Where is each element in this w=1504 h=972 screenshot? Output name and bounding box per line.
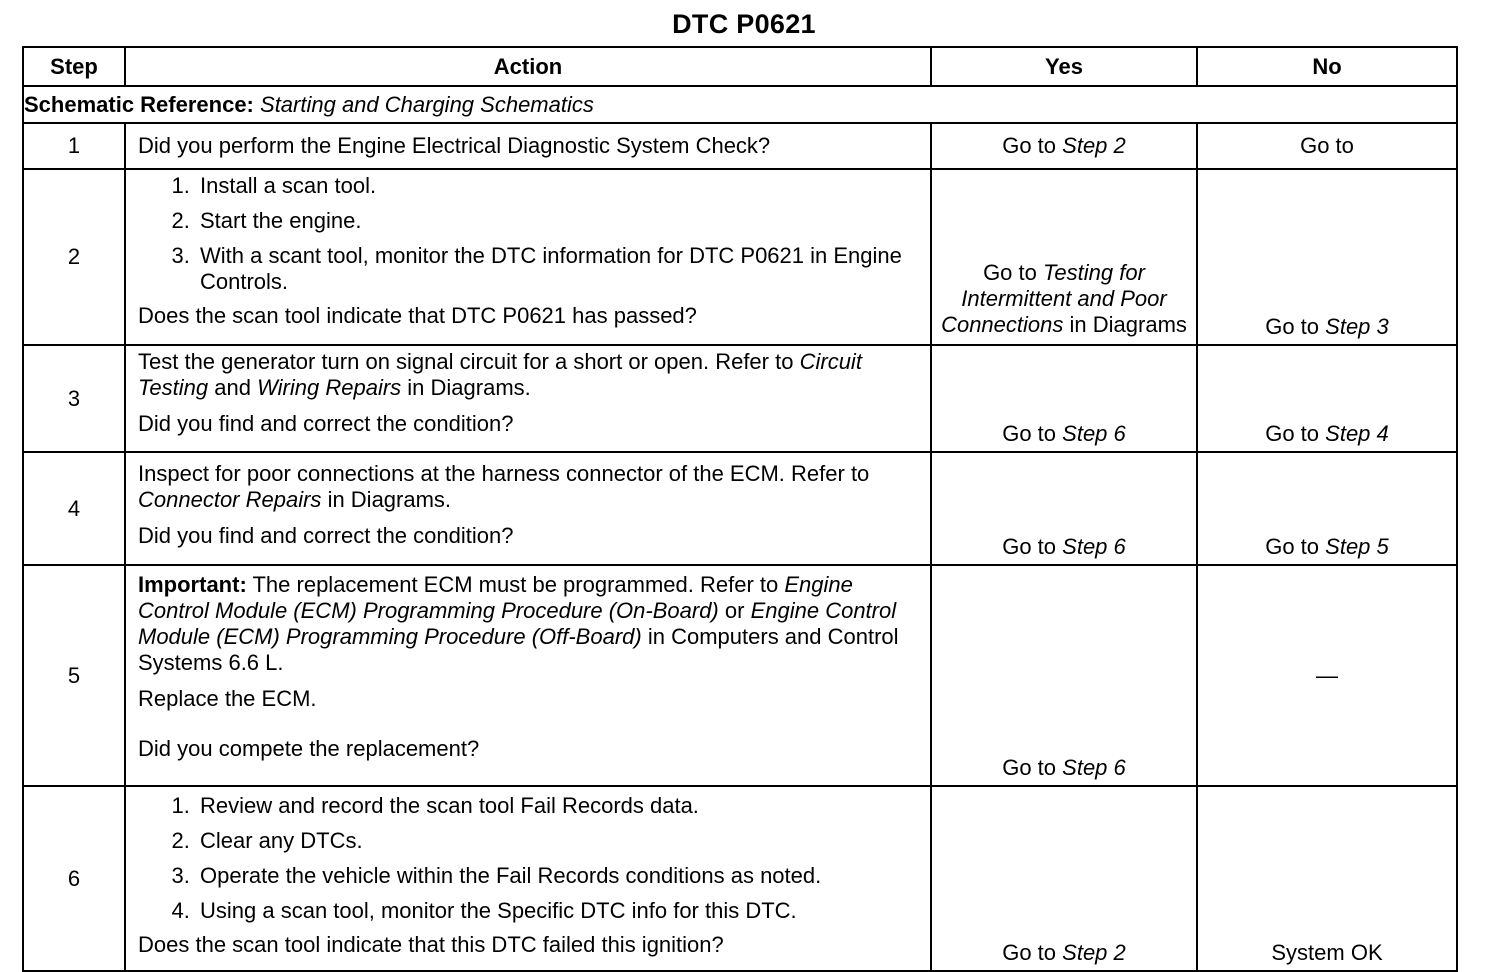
conjunction: or bbox=[724, 598, 745, 623]
action-cell bbox=[125, 345, 931, 452]
list-item: 2. Clear any DTCs. bbox=[196, 828, 918, 854]
yes-ref: Testing for Intermittent and Poor Connections bbox=[941, 260, 1167, 337]
instruction-text: in Diagrams. bbox=[407, 375, 531, 400]
no-cell bbox=[1197, 452, 1457, 565]
no-prefix: Go to bbox=[1265, 421, 1320, 446]
step-question: Did you find and correct the condition? bbox=[138, 411, 514, 436]
schematic-label: Schematic Reference: bbox=[24, 91, 254, 117]
yes-cell bbox=[931, 123, 1197, 169]
no-cell: System OK bbox=[1197, 786, 1457, 971]
table-row bbox=[23, 345, 1457, 452]
step-instruction bbox=[138, 461, 918, 513]
step-number: 4 bbox=[23, 452, 125, 565]
table-row bbox=[23, 123, 1457, 169]
no-prefix: Go to bbox=[1265, 314, 1320, 339]
conjunction: in bbox=[647, 624, 665, 649]
no-cell bbox=[1197, 345, 1457, 452]
yes-cell bbox=[931, 452, 1197, 565]
yes-ref: Step 2 bbox=[1062, 940, 1126, 965]
table-row bbox=[23, 452, 1457, 565]
header-step: Step bbox=[23, 47, 125, 86]
reference-link: Circuit Testing bbox=[138, 349, 862, 400]
instruction-text: Test the generator turn on signal circuit for a short or open. Refer to bbox=[138, 349, 794, 374]
no-ref: Step 5 bbox=[1325, 534, 1389, 559]
yes-prefix: Go to bbox=[1002, 755, 1057, 780]
action-cell bbox=[125, 565, 931, 786]
list-item: 4. Using a scan tool, monitor the Specific DTC info for this DTC. bbox=[196, 898, 918, 924]
yes-prefix: Go to bbox=[1002, 940, 1057, 965]
action-cell bbox=[125, 786, 931, 971]
instruction-text: Inspect for poor connections at the harness connector of the ECM. Refer to bbox=[138, 461, 870, 486]
yes-prefix: Go to bbox=[983, 260, 1037, 285]
schematic-value: Starting and Charging Schematics bbox=[260, 91, 594, 117]
yes-prefix: Go to bbox=[1002, 133, 1057, 158]
no-prefix: Go to bbox=[1265, 534, 1320, 559]
reference-link: Connector Repairs bbox=[138, 487, 322, 512]
diagnostic-table bbox=[22, 46, 1458, 972]
schematic-reference bbox=[23, 86, 1457, 123]
list-item: 3. Operate the vehicle within the Fail Records conditions as noted. bbox=[196, 863, 918, 889]
yes-prefix: Go to bbox=[1002, 534, 1057, 559]
action-cell bbox=[125, 123, 931, 169]
no-cell: Go to bbox=[1197, 123, 1457, 169]
step-instruction: Replace the ECM. bbox=[138, 686, 317, 711]
yes-prefix: Go to bbox=[1002, 421, 1057, 446]
yes-ref: Step 6 bbox=[1062, 534, 1126, 559]
step-question: Did you perform the Engine Electrical Diagnostic System Check? bbox=[138, 133, 771, 158]
action-cell bbox=[125, 452, 931, 565]
yes-cell bbox=[931, 345, 1197, 452]
page-title: DTC P0621 bbox=[672, 9, 816, 39]
table-row bbox=[23, 169, 1457, 345]
yes-ref: Step 6 bbox=[1062, 421, 1126, 446]
step-question: Does the scan tool indicate that DTC P0621 has passed? bbox=[138, 303, 697, 328]
conjunction: and bbox=[214, 375, 251, 400]
step-instruction bbox=[138, 349, 918, 401]
yes-ref: Step 2 bbox=[1062, 133, 1126, 158]
action-cell bbox=[125, 169, 931, 345]
reference-link: Engine Control Module (ECM) Programming Procedure (Off-Board) bbox=[138, 598, 897, 649]
list-item: 2. Start the engine. bbox=[196, 208, 918, 234]
no-ref: Step 4 bbox=[1325, 421, 1389, 446]
table-row bbox=[23, 786, 1457, 971]
important-label: Important: bbox=[138, 572, 247, 597]
yes-cell bbox=[931, 169, 1197, 345]
no-cell bbox=[1197, 169, 1457, 345]
instruction-text: The replacement ECM must be programmed. Refer to bbox=[252, 572, 779, 597]
list-item: 1. Install a scan tool. bbox=[196, 173, 918, 199]
instruction-text: in Diagrams. bbox=[327, 487, 452, 512]
header-row bbox=[23, 47, 1457, 86]
header-action: Action bbox=[125, 47, 931, 86]
instruction-text: Computers and Control Systems 6.6 L. bbox=[138, 624, 899, 675]
step-question: Did you find and correct the condition? bbox=[138, 523, 514, 548]
yes-cell bbox=[931, 786, 1197, 971]
substep-list bbox=[138, 173, 918, 295]
no-cell: — bbox=[1197, 565, 1457, 786]
list-item: 3. With a scant tool, monitor the DTC information for DTC P0621 in Engine Controls. bbox=[196, 243, 918, 295]
no-ref: Step 3 bbox=[1325, 314, 1389, 339]
yes-suffix-in: in bbox=[1069, 312, 1087, 337]
yes-ref: Step 6 bbox=[1062, 755, 1126, 780]
step-question: Does the scan tool indicate that this DTC failed this ignition? bbox=[138, 932, 724, 957]
reference-link: Wiring Repairs bbox=[257, 375, 402, 400]
step-number: 5 bbox=[23, 565, 125, 786]
table-row bbox=[23, 565, 1457, 786]
list-item: 1. Review and record the scan tool Fail Records data. bbox=[196, 793, 918, 819]
yes-cell bbox=[931, 565, 1197, 786]
header-no: No bbox=[1197, 47, 1457, 86]
important-note bbox=[138, 572, 918, 676]
schematic-reference-row bbox=[23, 86, 1457, 123]
step-number: 2 bbox=[23, 169, 125, 345]
step-number: 3 bbox=[23, 345, 125, 452]
header-yes: Yes bbox=[931, 47, 1197, 86]
step-number: 6 bbox=[23, 786, 125, 971]
yes-suffix: Diagrams bbox=[1092, 312, 1187, 337]
reference-link: Engine Control Module (ECM) Programming Procedure (On-Board) bbox=[138, 572, 853, 623]
substep-list bbox=[138, 793, 918, 924]
step-number: 1 bbox=[23, 123, 125, 169]
step-question: Did you compete the replacement? bbox=[138, 736, 480, 761]
